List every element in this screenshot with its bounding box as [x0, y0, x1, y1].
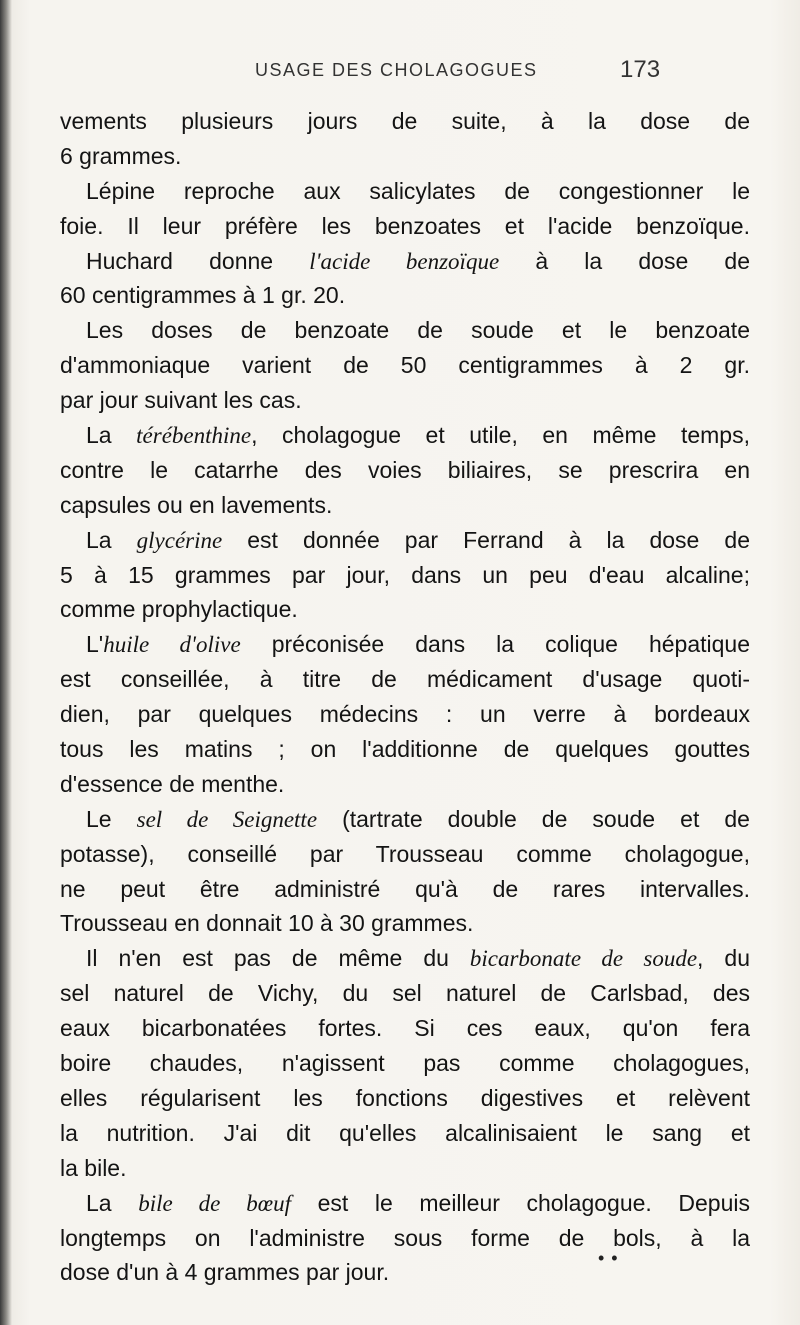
text-line — [60, 837, 750, 872]
text-run: est le meilleur cholagogue. Depuis — [291, 1189, 750, 1216]
text-line — [60, 592, 750, 627]
text-run: par jour suivant les cas. — [60, 387, 302, 414]
text-run: La — [86, 422, 137, 449]
text-line — [60, 662, 750, 697]
page-number: 173 — [620, 56, 661, 83]
text-run: La — [86, 526, 137, 553]
text-line — [60, 802, 750, 837]
text-run: Le — [86, 805, 137, 832]
text-line — [60, 1081, 750, 1116]
text-run: la nutrition. J'ai dit qu'elles alcalinisaient le sang et — [60, 1119, 750, 1146]
text-line — [60, 278, 750, 313]
text-line — [60, 1151, 750, 1186]
text-line — [60, 1046, 750, 1081]
text-run: d'essence de menthe. — [60, 770, 285, 797]
text-run: eaux bicarbonatées fortes. Si ces eaux, qu'on fera — [60, 1015, 750, 1042]
italic-term: huile d'olive — [103, 632, 241, 658]
text-run: préconisée dans la colique hépatique — [240, 631, 750, 658]
text-line — [60, 976, 750, 1011]
text-line — [60, 523, 750, 558]
italic-term: bicarbonate de soude — [469, 946, 698, 972]
text-line — [60, 348, 750, 383]
text-line — [60, 313, 750, 348]
text-run: est conseillée, à titre de médicament d'usage quoti- — [60, 666, 750, 693]
text-run: tous les matins ; on l'additionne de quelques gouttes — [60, 736, 750, 763]
text-line — [60, 767, 750, 802]
text-line — [60, 1116, 750, 1151]
text-line — [60, 383, 750, 418]
text-line — [60, 697, 750, 732]
text-line — [60, 244, 750, 279]
text-run: est donnée par Ferrand à la dose de — [222, 526, 750, 553]
text-run: ne peut être administré qu'à de rares intervalles. — [60, 875, 750, 902]
text-line — [60, 1221, 750, 1256]
text-run: la bile. — [60, 1154, 127, 1181]
italic-term: glycérine — [136, 527, 223, 553]
text-run: potasse), conseillé par Trousseau comme cholagogue, — [60, 840, 750, 867]
text-line — [60, 453, 750, 488]
text-line — [60, 418, 750, 453]
page-binding-edge — [0, 0, 12, 1325]
text-run: L' — [86, 631, 104, 658]
text-line — [60, 209, 750, 244]
text-run: Les doses de benzoate de soude et le benzoate — [86, 317, 750, 344]
text-run: elles régularisent les fonctions digestives et relèvent — [60, 1084, 750, 1111]
text-run: dose d'un à 4 grammes par jour. — [60, 1259, 390, 1286]
text-line — [60, 872, 750, 907]
running-head: USAGE DES CHOLAGOGUES — [255, 60, 538, 80]
text-run: boire chaudes, n'agissent pas comme cholagogues, — [60, 1050, 750, 1077]
text-run: , cholagogue et utile, en même temps, — [251, 422, 750, 449]
body-text — [60, 104, 750, 1290]
text-run: sel naturel de Vichy, du sel naturel de Carlsbad, des — [60, 980, 750, 1007]
text-run: d'ammoniaque varient de 50 centigrammes à 2 gr. — [60, 352, 750, 379]
text-run: La — [86, 1189, 139, 1216]
text-run: contre le catarrhe des voies biliaires, se prescrira en — [60, 456, 750, 483]
italic-term: sel de Seignette — [136, 806, 318, 832]
text-run: comme prophylactique. — [60, 596, 298, 623]
text-line — [60, 558, 750, 593]
text-run: 60 centigrammes à 1 gr. 20. — [60, 282, 346, 309]
text-run: capsules ou en lavements. — [60, 491, 333, 518]
text-run: vements plusieurs jours de suite, à la dose de — [60, 108, 750, 134]
text-line — [60, 1186, 750, 1221]
text-run: Huchard donne — [86, 247, 310, 274]
text-line — [60, 941, 750, 976]
text-line — [60, 488, 750, 523]
text-line — [60, 139, 750, 174]
text-run: à la dose de — [499, 247, 750, 274]
text-run: Trousseau en donnait 10 à 30 grammes. — [60, 910, 474, 937]
text-line — [60, 906, 750, 941]
text-line — [60, 627, 750, 662]
text-run: dien, par quelques médecins : un verre à bordeaux — [60, 701, 750, 728]
text-run: , du — [697, 945, 750, 972]
text-line — [60, 104, 750, 139]
italic-term: térébenthine — [136, 423, 252, 449]
text-line — [60, 1011, 750, 1046]
text-run: (tartrate double de soude et de — [317, 805, 750, 832]
text-run: 5 à 15 grammes par jour, dans un peu d'eau alcaline; — [60, 561, 750, 588]
text-run: longtemps on l'administre sous forme de bols, à la — [60, 1224, 750, 1251]
text-line — [60, 174, 750, 209]
italic-term: l'acide benzoïque — [309, 248, 500, 274]
footer-ornament: • • — [598, 1248, 619, 1268]
text-run: foie. Il leur préfère les benzoates et l'acide benzoïque. — [60, 212, 750, 239]
italic-term: bile de bœuf — [138, 1190, 292, 1216]
text-run: Il n'en est pas de même du — [86, 945, 470, 972]
text-run: 6 grammes. — [60, 142, 182, 169]
text-run: Lépine reproche aux salicylates de congestionner le — [86, 177, 750, 204]
text-line — [60, 732, 750, 767]
text-line — [60, 1255, 750, 1290]
